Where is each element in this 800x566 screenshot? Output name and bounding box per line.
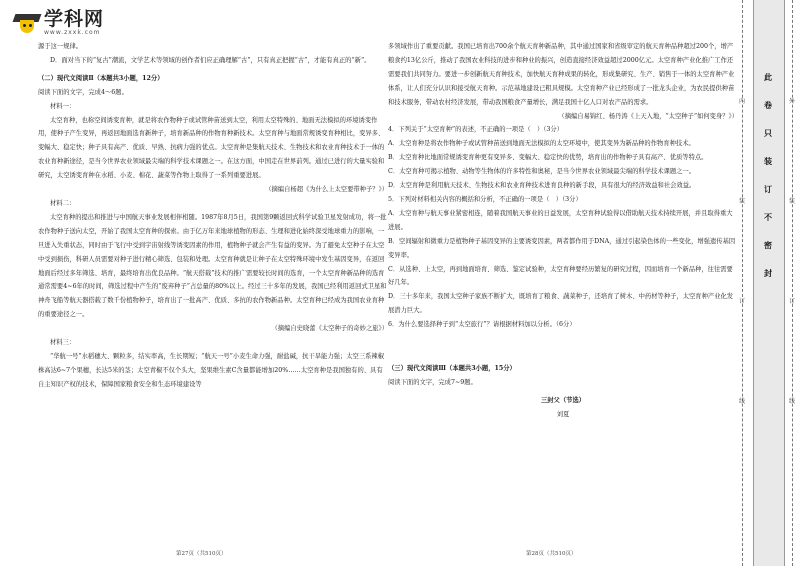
material-3-text: “华航一号”水稻穗大、颗粒多，结实率高，生长期短；“航天一号”小麦生命力强，耐盐碱，抗干旱能力强；太空三系辣椒株高达6~7个果穗，长达5米的茎；太空青椒不仅个头大，坚果维生素C含量都能增加20%……太空育种是我国独有的、具有自主知识产权的技术，保障国家粮食安全和生态环境建设等 (38, 352, 385, 388)
material-3-continued: 多领域作出了重要贡献。我国已培育出700余个航天育种新品种，其中通过国家和省级审定的航天育种品种超过200个，增产粮食约13亿公斤，推动了我国农业科技的进步和种业的振兴，创造直接经济效益超过2000亿元。太空育种产业化推广工作还需要我们共同努力。要进一步创新航天育种技术，加快航天育种成果的转化，形成集研究、生产、销售于一体的太空育种产业体系，让人们充分认识和接受航天育种。示范基地建设已粗具规模。太空育种产业已经形成了一批龙头企业，为农民提供种苗和技术服务，带动农村经济发展，带动我国粮食产量增长，满足我国十亿人口对农产品的需求。 (388, 43, 735, 106)
option-d-text: D．面对当下的“复古”潮流，文学艺术等领域的创作者们应正确理解“古”，只有真正把握“古”，才能有真正的“新”。 (50, 56, 371, 64)
material-2-label: 材料二： (50, 199, 76, 207)
binding-char: 装 (764, 157, 772, 166)
reading-instruction: 阅读下面的文字，完成4～6题。 (38, 88, 128, 96)
material-3-label: 材料三： (50, 339, 76, 347)
binding-char: 只 (764, 129, 772, 138)
inner-binding-char: 线 (738, 398, 745, 405)
outer-binding-char: 装 (788, 198, 795, 205)
material-2-text: 太空育种的提出和推进与中国航天事业发展相伴相随。1987年8月5日，我国第9颗返回式科学试验卫星发射成功，将一批农作物种子送向太空，开始了我国太空育种的探索。由于亿万年来地球植物的形态、生理和进化始终深受地球重力的影响，一旦进入失重状态，同时由于飞行中受到宇宙射线等诱变因素的作用，植物种子就会产生有益的变异。为了避免太空种子在太空中受到损伤，科研人员需要对种子进行精心筛选、包装和处理。太空育种就是让种子在太空特殊环境中发生基因变异，在返回地面后经过多年筛选、培育，最终培育出优良品种。“航天搭载”技术的推广需要较长时间的选育，一个太空育种新品种的选育通常需要4~6年的时间，筛选过程中产生的“废弃种子”占总量的80%以上。经过三十多年的发展，我国已经利用返回式卫星和神舟飞船等航天器搭载了数千份植物种子，培育出了一批高产、优质、多抗的农作物新品种。太空育种已经成为我国农业育种的重要途径之一。 (38, 213, 387, 319)
left-column (38, 40, 388, 392)
section-heading-3: （三）现代文阅读Ⅲ（本题共3小题，15分） (388, 365, 516, 373)
outer-binding-char: 外 (788, 98, 795, 105)
page-number-right: 第28页（共510页） (526, 551, 577, 557)
question-4: 4．下列关于“太空育种”的表述，不正确的一项是（ ）（3分） (388, 126, 564, 134)
binding-char: 密 (764, 241, 772, 250)
binding-char: 不 (764, 213, 772, 222)
question-4-option-c: C．太空育种可揭示植物、动物等生物体的许多特性和奥秘，是当今世界农业领域最尖端的科学技术课题之一。 (388, 168, 696, 176)
outer-binding-char: 订 (788, 298, 795, 305)
material-1-label: 材料一： (50, 102, 76, 110)
binding-char: 此 (764, 73, 772, 82)
outer-binding-char: 线 (788, 398, 795, 405)
inner-binding-char: 装 (738, 198, 745, 205)
question-5-option-c: C．从选种、上太空，再到地面培育、筛选、鉴定试验种，太空育种要经历繁复的研究过程，因而培育一个新品种，往往需要好几年。 (388, 265, 733, 287)
question-6: 6．为什么要选择种子到“太空旅行”？请根据材料加以分析。（6分） (388, 321, 576, 329)
question-5-option-d: D．三十多年来，我国太空种子家族不断扩大，既培育了粮食、蔬菜种子，还培育了树木、中药材等种子，太空育种产业化发展潜力巨大。 (388, 293, 734, 315)
reading-instruction-3: 阅读下面的文字，完成7~9题。 (388, 378, 477, 386)
material-1-text: 太空育种，也称空间诱变育种，就是将农作物种子或试管种苗送到太空，利用太空特殊的、地面无法模拟的环境诱变作用，使种子产生变异，再返回地面选育新种子，培育新品种的作物育种新技术。太空育种与地面常规诱变育种相比，变异多、变幅大、稳定快；种子具有高产、优质、早熟、抗病力强的优点。太空育种是集航天技术、生物技术和农业育种技术于一体的农业育种新途径，是当今世界农业领域最尖端的科学技术课题之一。在这方面，中国走在世界前列。通过已进行的大量实验和研究，太空诱变育种在水稻、小麦、棉花、蔬菜等作物上取得了一系列重要进展。 (38, 116, 385, 180)
outer-binding-line (792, 0, 793, 566)
question-4-option-a: A．太空育种是将农作物种子或试管种苗送到地面无法模拟的太空环境中，使其变异为新品种的作物育种技术。 (388, 140, 695, 148)
inner-binding-char: 订 (738, 298, 745, 305)
binding-char: 封 (764, 269, 772, 278)
binding-char: 卷 (764, 101, 772, 110)
question-5-option-b: B．空间辐射和微重力是植物种子基因变异的主要诱变因素，两者都作用于DNA，通过引起染色体的一些变化，增强遗传基因变异率。 (388, 237, 736, 259)
inner-binding-line (742, 0, 743, 566)
logo-url: www.zxxk.com (44, 29, 101, 36)
section-heading-2: （二）现代文阅读Ⅱ（本题共3小题，12分） (38, 74, 164, 82)
logo-mascot-icon (14, 12, 40, 34)
left-line-1: 源于这一规律。 (38, 43, 83, 50)
logo-name: 学科网 (44, 8, 105, 30)
material-3-source: （摘编自易锦红、杨丹涛《上天入地，“太空种子”如何变身？》） (558, 112, 738, 120)
question-5-option-a: A．太空育种与航天事业紧密相连，随着我国航天事业的日益发展，太空育种试验得以借助航天技术持续开展，并且取得重大进展。 (388, 209, 733, 231)
binding-char: 订 (764, 185, 772, 194)
question-5: 5．下列对材料相关内容的概括和分析，不正确的一项是（ ）（3分） (388, 195, 582, 203)
right-column (388, 40, 738, 422)
page-number-left: 第27页（共510页） (176, 551, 227, 557)
article-author: 刘夏 (556, 410, 570, 418)
logo (14, 8, 104, 38)
material-1-source: （摘编自杨超《为什么上太空要带种子？》） (265, 186, 388, 194)
question-4-option-d: D．太空育种是利用航天技术、生物技术和农业育种技术进育良种的新手段，具有很大的经济效益和社会效益。 (388, 182, 696, 190)
binding-strip (753, 0, 785, 566)
inner-binding-char: 内 (738, 98, 745, 105)
question-4-option-b: B．太空育种比地面常规诱变育种更有变异多、变幅大、稳定快的优势，培育出的作物种子具有高产、优质等特点。 (388, 154, 708, 162)
material-2-source: （摘编自史晓蕾《太空种子的奇妙之旅》） (271, 325, 388, 333)
article-title: 三封父（节选） (540, 396, 586, 404)
